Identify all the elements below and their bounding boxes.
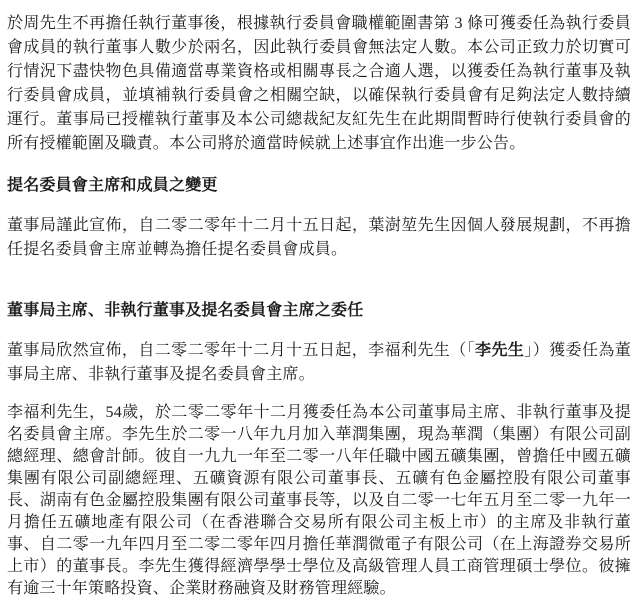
nomination-committee-change-paragraph: 董事局謹此宣佈，自二零二零年十二月十五日起，葉澍堃先生因個人發展規劃，不再擔任提名委員會主席並轉為擔任提名委員會成員。 xyxy=(7,217,631,258)
appointment-text-after-term: 」）獲委任為董事局主席、非執行董事及提名委員會主席。 xyxy=(7,342,631,383)
chairman-appointment-heading: 董事局主席、非執行董事及提名委員會主席之委任 xyxy=(7,302,364,319)
chairman-appointment-paragraph xyxy=(7,339,631,387)
executive-committee-vacancy-paragraph: 於周先生不再擔任執行董事後，根據執行委員會職權範圍書第 3 條可獲委任為執行委員會成員的執行董事人數少於兩名，因此執行委員會無法定人數。本公司正致力於切實可行情況下盡快物色具備適當專業資格或相關專長之合適人選，以獲委任為執行董事及執行委員會成員，並填補執行委員會之相關空缺，以確保執行委員會有足夠法定人數持續運行。董事局已授權執行董事及本公司總裁紀友紅先生在此期間暫時行使執行委員會的所有授權範圍及職責。本公司將於適當時候就上述事宜作出進一步公告。 xyxy=(7,15,631,152)
defined-term-mr-li: 李先生 xyxy=(475,342,525,359)
nomination-committee-change-heading: 提名委員會主席和成員之變更 xyxy=(7,177,218,194)
li-fuli-biography-paragraph: 李福利先生，54歲，於二零二零年十二月獲委任為本公司董事局主席、非執行董事及提名委員會主席。李先生於二零一八年九月加入華潤集團，現為華潤（集團）有限公司副總經理、總會計師。彼自一九九一年至二零一八年任職中國五礦集團，曾擔任中國五礦集團有限公司副總經理、五礦資源有限公司董事長、五礦有色金屬控股有限公司董事長、湖南有色金屬控股集團有限公司董事長等，以及自二零一七年五月至二零一九年一月擔任五礦地產有限公司（在香港聯合交易所有限公司主板上市）的主席及非執行董事、自二零一九年四月至二零二零年四月擔任華潤微電子有限公司（在上海證券交易所上市）的董事長。李先生獲得經濟學學士學位及高級管理人員工商管理碩士學位。彼擁有逾三十年策略投資、企業財務融資及財務管理經驗。 xyxy=(7,404,631,597)
appointment-text-before-term: 董事局欣然宣佈，自二零二零年十二月十五日起，李福利先生（「 xyxy=(7,342,476,359)
